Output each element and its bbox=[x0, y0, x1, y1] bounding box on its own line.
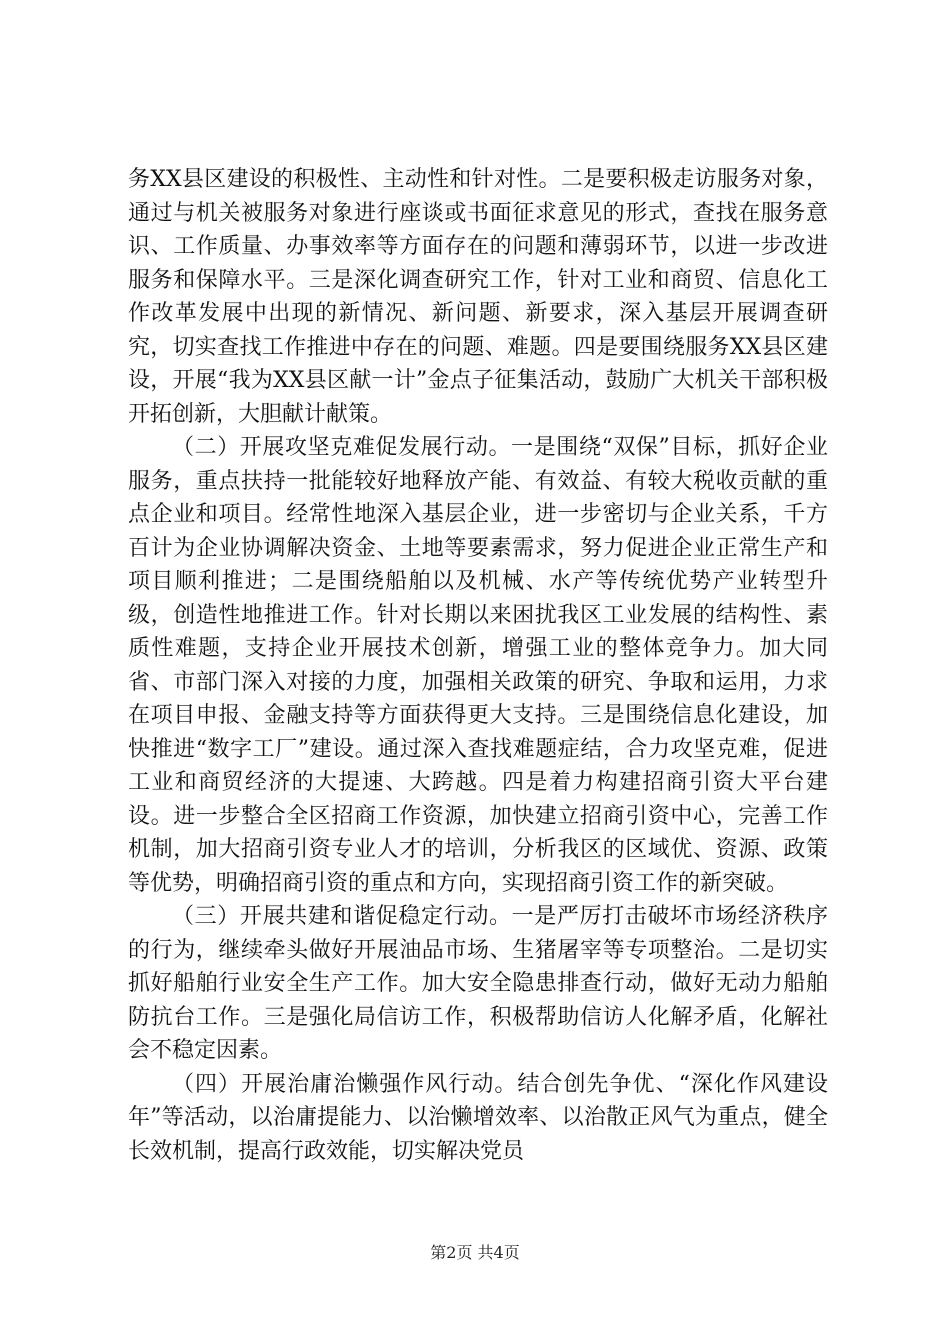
document-body bbox=[128, 163, 828, 1168]
page-number-footer: 第2页 共4页 bbox=[430, 1243, 520, 1262]
paragraph-section-2: （二）开展攻坚克难促发展行动。一是围绕“双保”目标，抓好企业服务，重点扶持一批能较好地释放产能、有效益、有较大税收贡献的重点企业和项目。经常性地深入基层企业，进一步密切与企业关系，千方百计为企业协调解决资金、土地等要素需求，努力促进企业正常生产和项目顺利推进；二是围绕船舶以及机械、水产等传统优势产业转型升级，创造性地推进工作。针对长期以来困扰我区工业发展的结构性、素质性难题，支持企业开展技术创新，增强工业的整体竞争力。加大同省、市部门深入对接的力度，加强相关政策的研究、争取和运用，力求在项目申报、金融支持等方面获得更大支持。三是围绕信息化建设，加快推进“数字工厂”建设。通过深入查找难题症结，合力攻坚克难，促进工业和商贸经济的大提速、大跨越。四是着力构建招商引资大平台建设。进一步整合全区招商工作资源，加快建立招商引资中心，完善工作机制，加大招商引资专业人才的培训，分析我区的区域优、资源、政策等优势，明确招商引资的重点和方向，实现招商引资工作的新突破。 bbox=[128, 435, 828, 896]
paragraph-continued: 务XX县区建设的积极性、主动性和针对性。二是要积极走访服务对象，通过与机关被服务对象进行座谈或书面征求意见的形式，查找在服务意识、工作质量、办事效率等方面存在的问题和薄弱环节，以进一步改进服务和保障水平。三是深化调查研究工作，针对工业和商贸、信息化工作改革发展中出现的新情况、新问题、新要求，深入基层开展调查研究，切实查找工作推进中存在的问题、难题。四是要围绕服务XX县区建设，开展“我为XX县区献一计”金点子征集活动，鼓励广大机关干部积极开拓创新，大胆献计献策。 bbox=[128, 167, 828, 427]
paragraph-section-4: （四）开展治庸治懒强作风行动。结合创先争优、“深化作风建设年”等活动，以治庸提能力、以治懒增效率、以治散正风气为重点，健全长效机制，提高行政效能，切实解决党员 bbox=[128, 1071, 828, 1164]
paragraph-section-3: （三）开展共建和谐促稳定行动。一是严厉打击破坏市场经济秩序的行为，继续牵头做好开展油品市场、生猪屠宰等专项整治。二是切实抓好船舶行业安全生产工作。加大安全隐患排查行动，做好无动力船舶防抗台工作。三是强化局信访工作，积极帮助信访人化解矛盾，化解社会不稳定因素。 bbox=[128, 904, 828, 1063]
